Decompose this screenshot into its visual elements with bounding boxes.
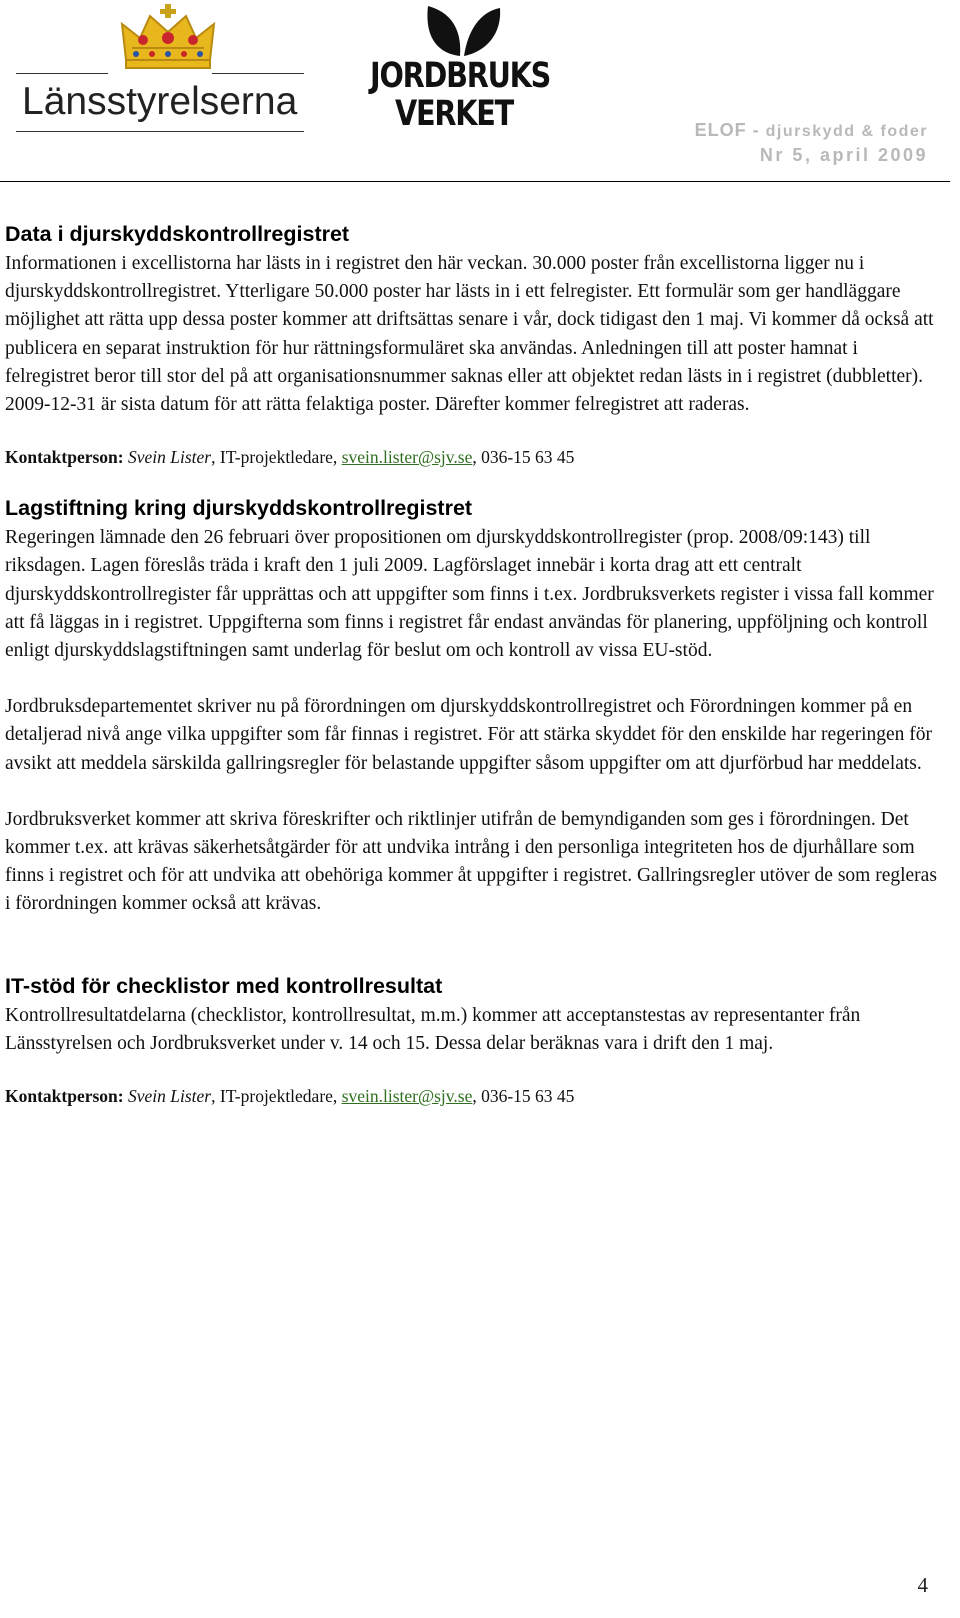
crown-icon [118, 4, 218, 70]
page-number: 4 [917, 1573, 928, 1597]
newsletter-subtitle: djurskydd & foder [765, 123, 928, 140]
jordbruksverket-logo [370, 0, 570, 140]
section-data-register [5, 219, 940, 471]
section-paragraph: Jordbruksverket kommer att skriva föreskrifter och riktlinjer utifrån de bemyndiganden som ges i förordningen. Det kommer t.ex. att krävas säkerhetsåtgärder för att undvika intrång i den personliga integriteten hos de djurhållare som finns i registret och för att undvika att obehöriga kommer åt uppgifter i registret. Gallringsregler utöver de som regleras i förordningen kommer också att krävas. [5, 808, 937, 915]
contact-email-link[interactable]: svein.lister@sjv.se [341, 1086, 473, 1107]
jordbruksverket-logo-line1: JORDBRUKS [370, 56, 551, 96]
leaf-icon [422, 2, 502, 58]
section-heading: IT-stöd för checklistor med kontrollresultat [5, 973, 443, 998]
newsletter-name: ELOF - [694, 120, 766, 140]
jordbruksverket-logo-line2: VERKET [395, 94, 513, 134]
section-paragraph: Kontrollresultatdelarna (checklistor, kontrollresultat, m.m.) kommer att acceptanstestas av representanter från Länsstyrelsen och Jordbruksverket under v. 14 och 15. Dessa delar beräknas vara i drift den 1 maj. [5, 1004, 861, 1054]
contact-phone: , 036-15 63 45 [472, 447, 575, 468]
lansstyrelserna-logo-text: Länsstyrelserna [22, 80, 298, 123]
contact-line [5, 1082, 940, 1110]
page-header [0, 0, 960, 185]
main-content [5, 219, 940, 1110]
contact-role: , IT-projektledare, [211, 447, 342, 468]
contact-phone: , 036-15 63 45 [472, 1086, 575, 1107]
contact-name: Svein Lister [128, 447, 212, 468]
lansstyrelserna-logo [16, 0, 316, 140]
contact-label: Kontaktperson: [5, 447, 124, 468]
section-paragraph: Informationen i excellistorna har lästs in i registret den här veckan. 30.000 poster från excellistorna ligger nu i djurskyddskontrollregistret. Ytterligare 50.000 poster har lästs in i ett felregister. Ett formulär som ger handläggare möjlighet att rätta upp dessa poster kommer att driftsättas senare i vår, dock tidigast den 1 maj. Vi kommer då också att publicera en separat instruktion för hur rättningsformuläret ska användas. Anledningen till att poster hamnat i felregistret beror till stor del på att organisationsnummer saknas eller att objektet redan lästs in i registret (dubbletter). 2009-12-31 är sista datum för att rätta felaktiga poster. Därefter kommer felregistret att raderas. [5, 253, 934, 416]
issue-number: Nr 5, april 2009 [759, 145, 928, 165]
contact-label: Kontaktperson: [5, 1086, 124, 1107]
contact-name: Svein Lister [128, 1086, 212, 1107]
contact-email-link[interactable]: svein.lister@sjv.se [341, 447, 473, 468]
newsletter-title [695, 120, 928, 141]
contact-role: , IT-projektledare, [211, 1086, 342, 1107]
section-heading: Data i djurskyddskontrollregistret [5, 222, 350, 246]
section-paragraph: Regeringen lämnade den 26 februari över propositionen om djurskyddskontrollregister (prop. 2008/09:143) till riksdagen. Lagen föreslås träda i kraft den 1 juli 2009. Lagförslaget innebär i korta drag att ett centralt djurskyddskontrollregister får upprättas och att uppgifter som finns i t.ex. Jordbruksverkets register i vissa fall kommer att få läggas in i registret. Uppgifterna som finns i registret får endast användas för planering, uppföljning och kontroll enligt djurskyddslagstiftningen samt underlag för beslut om och kontroll av vissa EU-stöd. [5, 527, 934, 662]
section-it-support [5, 971, 940, 1110]
section-legislation [5, 493, 940, 918]
contact-line [5, 443, 940, 471]
header-divider [0, 181, 950, 182]
section-paragraph: Jordbruksdepartementet skriver nu på förordningen om djurskyddskontrollregistret och Förordningen kommer på en detaljerad nivå ange vilka uppgifter som får finnas i registret. För att stärka skyddet för den enskilde har regeringen för avsikt att meddela särskilda gallringsregler för belastande uppgifter såsom uppgifter om att djurförbud har meddelats. [5, 696, 933, 774]
section-heading: Lagstiftning kring djurskyddskontrollregistret [5, 496, 473, 521]
